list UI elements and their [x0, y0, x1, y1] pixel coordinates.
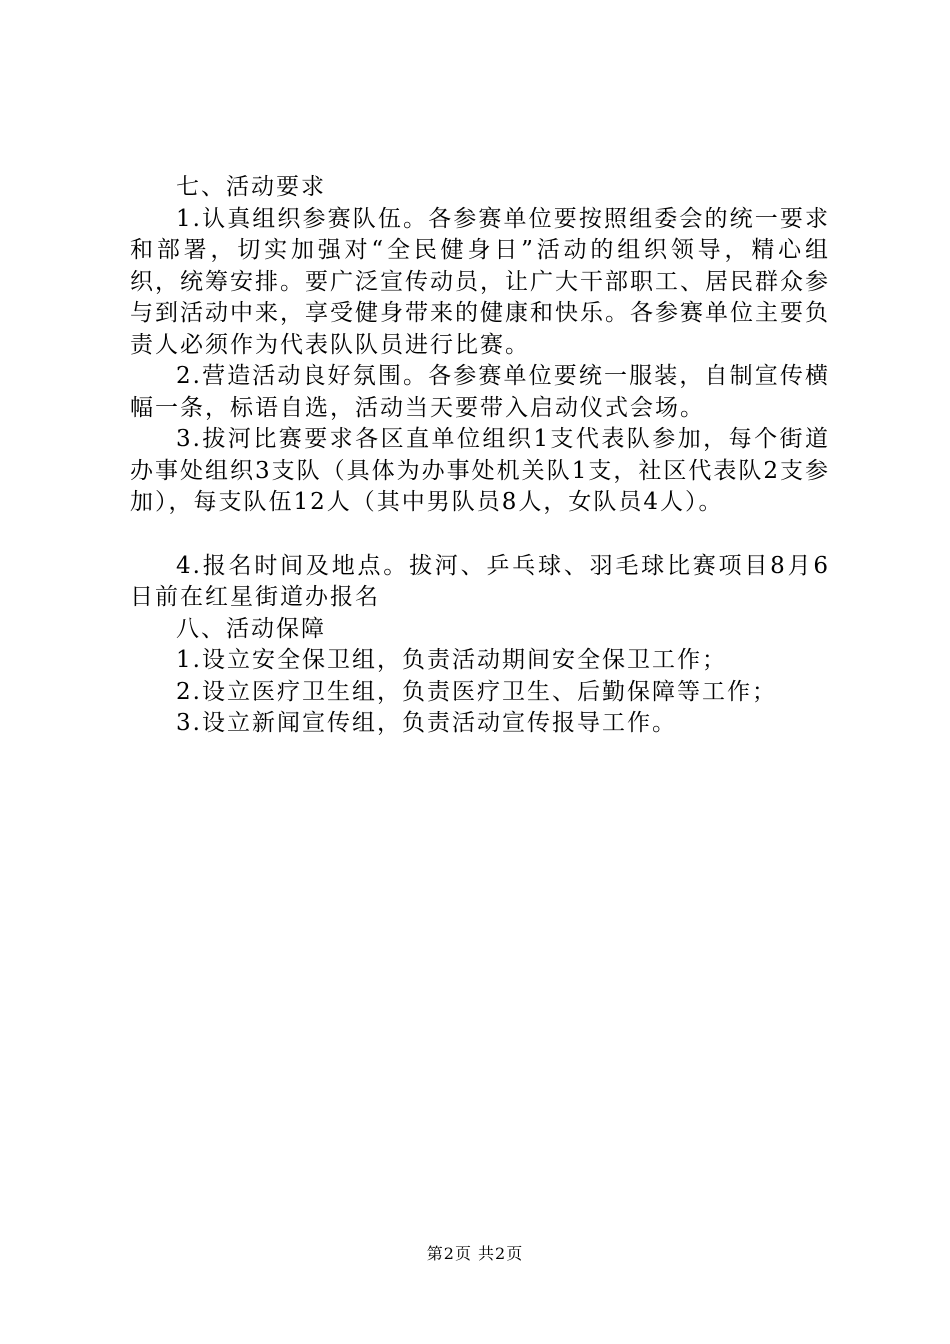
requirement-item-3: 3.拔河比赛要求各区直单位组织1支代表队参加，每个街道办事处组织3支队（具体为办事处机关队1支，社区代表队2支参加），每支队伍12人（其中男队员8人，女队员4人）。	[130, 426, 830, 515]
requirement-item-4: 4.报名时间及地点。拔河、乒乓球、羽毛球比赛项目8月6日前在红星街道办报名	[130, 552, 830, 610]
page-number: 第2页 共2页	[426, 1244, 524, 1263]
support-item-3: 3.设立新闻宣传组，负责活动宣传报导工作。	[176, 710, 677, 736]
page-footer	[0, 1244, 950, 1264]
document-body	[130, 172, 830, 740]
support-item-1: 1.设立安全保卫组，负责活动期间安全保卫工作；	[176, 647, 727, 673]
requirement-item-2: 2.营造活动良好氛围。各参赛单位要统一服装，自制宣传横幅一条，标语自选，活动当天要带入启动仪式会场。	[130, 363, 830, 421]
section-heading-support: 八、活动保障	[176, 615, 326, 642]
paragraph-spacer	[130, 519, 830, 551]
requirement-item-1: 1.认真组织参赛队伍。各参赛单位要按照组委会的统一要求和部署，切实加强对“全民健身日”活动的组织领导，精心组织，统筹安排。要广泛宣传动员，让广大干部职工、居民群众参与到活动中来，享受健身带来的健康和快乐。各参赛单位主要负责人必须作为代表队队员进行比赛。	[130, 205, 830, 358]
section-heading-requirements: 七、活动要求	[176, 174, 326, 200]
support-item-2: 2.设立医疗卫生组，负责医疗卫生、后勤保障等工作；	[176, 678, 777, 705]
